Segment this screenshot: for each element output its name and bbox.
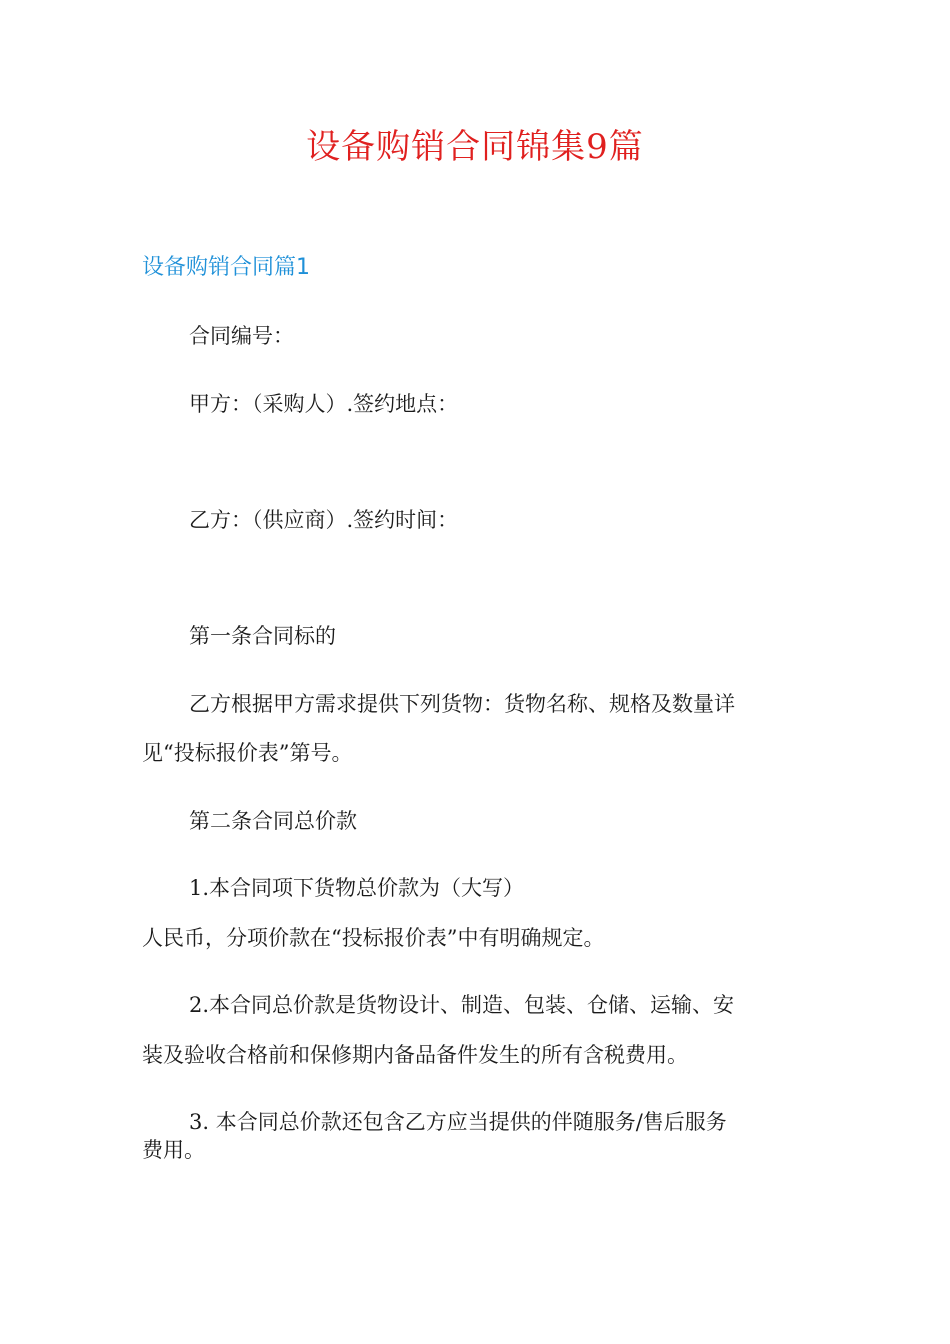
clause-2-line-1: 2.本合同总价款是货物设计、制造、包装、仓储、运输、安	[189, 993, 735, 1017]
clause-2-line-2: 装及验收合格前和保修期内备品备件发生的所有含税费用。	[142, 1043, 688, 1067]
article-1-text-line-2: 见“投标报价表”第号。	[142, 741, 353, 765]
document-title: 设备购销合同锦集9篇	[306, 127, 644, 167]
party-a-line: 甲方：（采购人）.签约地点：	[189, 392, 459, 416]
clause-3-line-1: 3. 本合同总价款还包含乙方应当提供的伴随服务/售后服务	[189, 1110, 727, 1134]
article-1-heading: 第一条合同标的	[189, 624, 336, 648]
article-2-heading: 第二条合同总价款	[189, 809, 357, 833]
clause-3-line-2: 费用。	[142, 1138, 205, 1162]
party-b-line: 乙方：（供应商）.签约时间：	[189, 508, 459, 532]
article-1-text-line-1: 乙方根据甲方需求提供下列货物：货物名称、规格及数量详	[189, 692, 735, 716]
clause-1-line-2: 人民币，分项价款在“投标报价表”中有明确规定。	[142, 926, 605, 950]
section-heading: 设备购销合同篇1	[142, 255, 310, 280]
contract-number-line: 合同编号：	[189, 324, 294, 348]
clause-1-line-1: 1.本合同项下货物总价款为（大写）	[189, 876, 525, 900]
